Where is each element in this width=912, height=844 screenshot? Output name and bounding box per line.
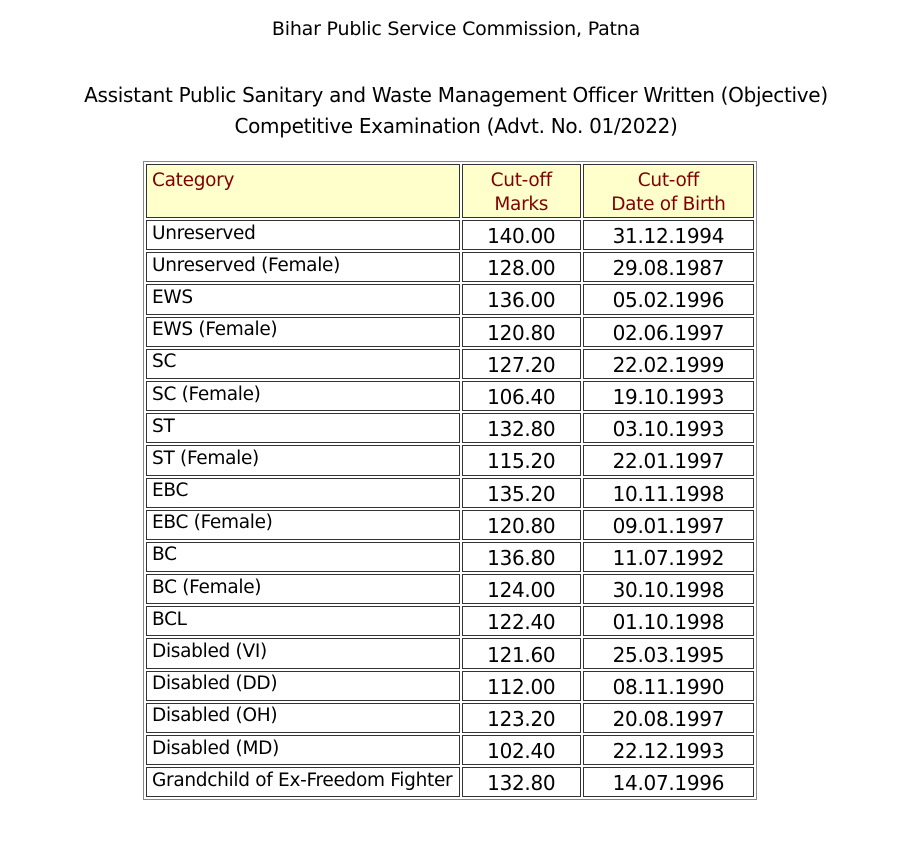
- category-text: Disabled (MD): [152, 737, 279, 759]
- marks-text: 123.20: [487, 706, 556, 731]
- table-row: [146, 703, 754, 733]
- dob-text: 22.12.1993: [612, 739, 725, 764]
- category-text: BC (Female): [152, 576, 262, 598]
- dob-text: 05.02.1996: [612, 288, 725, 313]
- cell-marks: [462, 703, 581, 733]
- dob-text: 01.10.1998: [612, 610, 725, 635]
- dob-text: 22.02.1999: [612, 352, 725, 377]
- cell-marks: [462, 478, 581, 508]
- marks-text: 140.00: [487, 224, 556, 249]
- cell-category: [146, 284, 460, 314]
- table-row: [146, 413, 754, 443]
- marks-text: 115.20: [487, 449, 556, 474]
- category-text: ST: [152, 415, 175, 437]
- cell-dob: [583, 445, 754, 475]
- cell-dob: [583, 510, 754, 540]
- cell-marks: [462, 574, 581, 604]
- cell-marks: [462, 413, 581, 443]
- category-text: Unreserved: [152, 222, 256, 244]
- marks-text: 120.80: [487, 513, 556, 538]
- category-text: Disabled (DD): [152, 673, 278, 695]
- dob-text: 02.06.1997: [612, 320, 725, 345]
- marks-text: 122.40: [487, 610, 556, 635]
- exam-title-line-2: Competitive Examination (Advt. No. 01/2022): [234, 114, 678, 138]
- cell-marks: [462, 220, 581, 250]
- marks-text: 127.20: [487, 352, 556, 377]
- cell-marks: [462, 606, 581, 636]
- cell-dob: [583, 284, 754, 314]
- cell-dob: [583, 606, 754, 636]
- category-text: ST (Female): [152, 447, 259, 469]
- column-header-marks-line-2: Marks: [494, 194, 549, 215]
- category-text: EWS (Female): [152, 319, 278, 341]
- table-row: [146, 478, 754, 508]
- cell-category: [146, 574, 460, 604]
- marks-text: 120.80: [487, 320, 556, 345]
- exam-title-line-1: Assistant Public Sanitary and Waste Management Officer Written (Objective): [84, 83, 828, 107]
- category-text: BC: [152, 544, 177, 566]
- cell-marks: [462, 735, 581, 765]
- category-text: BCL: [152, 608, 187, 630]
- table-row: [146, 317, 754, 347]
- table-row: [146, 574, 754, 604]
- header-row: [146, 164, 754, 218]
- cell-dob: [583, 574, 754, 604]
- column-header-category: Category: [146, 164, 460, 218]
- cell-category: [146, 317, 460, 347]
- category-text: Disabled (VI): [152, 641, 267, 663]
- dob-text: 25.03.1995: [612, 642, 725, 667]
- dob-text: 03.10.1993: [612, 417, 725, 442]
- category-text: Disabled (OH): [152, 705, 278, 727]
- dob-text: 11.07.1992: [612, 545, 725, 570]
- cell-marks: [462, 317, 581, 347]
- cell-category: [146, 606, 460, 636]
- cell-marks: [462, 252, 581, 282]
- table-header: [146, 164, 754, 218]
- marks-text: 106.40: [487, 385, 556, 410]
- marks-text: 121.60: [487, 642, 556, 667]
- cell-dob: [583, 671, 754, 701]
- marks-text: 102.40: [487, 739, 556, 764]
- marks-text: 132.80: [487, 417, 556, 442]
- cell-category: [146, 542, 460, 572]
- marks-text: 136.00: [487, 288, 556, 313]
- dob-text: 29.08.1987: [612, 256, 725, 281]
- cell-dob: [583, 542, 754, 572]
- table-row: [146, 349, 754, 379]
- cell-dob: [583, 638, 754, 668]
- category-text: SC (Female): [152, 383, 261, 405]
- marks-text: 124.00: [487, 578, 556, 603]
- marks-text: 135.20: [487, 481, 556, 506]
- category-text: EBC (Female): [152, 512, 273, 534]
- cell-marks: [462, 542, 581, 572]
- cutoff-table: [143, 161, 757, 800]
- dob-text: 14.07.1996: [612, 771, 725, 796]
- organization-title: Bihar Public Service Commission, Patna: [271, 18, 641, 40]
- table-row: [146, 445, 754, 475]
- cell-category: [146, 349, 460, 379]
- cell-marks: [462, 381, 581, 411]
- cell-dob: [583, 413, 754, 443]
- dob-text: 31.12.1994: [612, 224, 725, 249]
- table-row: [146, 542, 754, 572]
- cell-category: [146, 220, 460, 250]
- cell-marks: [462, 349, 581, 379]
- category-text: EWS: [152, 286, 193, 308]
- cell-marks: [462, 510, 581, 540]
- category-text: SC: [152, 351, 177, 373]
- table-body: [146, 220, 754, 797]
- column-header-dob: [583, 164, 754, 218]
- dob-text: 20.08.1997: [612, 706, 725, 731]
- column-header-dob-line-1: Cut-off: [637, 170, 699, 191]
- cell-dob: [583, 767, 754, 797]
- cell-category: [146, 381, 460, 411]
- cell-category: [146, 767, 460, 797]
- marks-text: 136.80: [487, 545, 556, 570]
- cell-category: [146, 703, 460, 733]
- table-row: [146, 638, 754, 668]
- category-text: EBC: [152, 480, 189, 502]
- table-row: [146, 767, 754, 797]
- cell-marks: [462, 671, 581, 701]
- cell-category: [146, 413, 460, 443]
- cell-category: [146, 445, 460, 475]
- cell-dob: [583, 381, 754, 411]
- cell-marks: [462, 284, 581, 314]
- cell-marks: [462, 445, 581, 475]
- table-row: [146, 671, 754, 701]
- table-row: [146, 381, 754, 411]
- cell-category: [146, 638, 460, 668]
- marks-text: 132.80: [487, 771, 556, 796]
- dob-text: 30.10.1998: [612, 578, 725, 603]
- table-row: [146, 220, 754, 250]
- dob-text: 19.10.1993: [612, 385, 725, 410]
- marks-text: 112.00: [487, 674, 556, 699]
- column-header-dob-line-2: Date of Birth: [611, 194, 726, 215]
- column-header-marks-line-1: Cut-off: [490, 170, 552, 191]
- cell-dob: [583, 349, 754, 379]
- table-row: [146, 252, 754, 282]
- cell-dob: [583, 735, 754, 765]
- cell-category: [146, 510, 460, 540]
- exam-title: [0, 80, 912, 142]
- table-row: [146, 284, 754, 314]
- cell-category: [146, 478, 460, 508]
- marks-text: 128.00: [487, 256, 556, 281]
- column-header-marks: [462, 164, 581, 218]
- dob-text: 22.01.1997: [612, 449, 725, 474]
- cell-dob: [583, 703, 754, 733]
- dob-text: 10.11.1998: [612, 481, 725, 506]
- table-row: [146, 735, 754, 765]
- category-text: Grandchild of Ex-Freedom Fighter: [152, 769, 453, 791]
- cell-category: [146, 671, 460, 701]
- cell-category: [146, 735, 460, 765]
- dob-text: 09.01.1997: [612, 513, 725, 538]
- table-row: [146, 606, 754, 636]
- cell-marks: [462, 767, 581, 797]
- cell-marks: [462, 638, 581, 668]
- cell-dob: [583, 252, 754, 282]
- cell-dob: [583, 478, 754, 508]
- cell-category: [146, 252, 460, 282]
- table-row: [146, 510, 754, 540]
- dob-text: 08.11.1990: [612, 674, 725, 699]
- cell-dob: [583, 220, 754, 250]
- category-text: Unreserved (Female): [152, 254, 341, 276]
- cell-dob: [583, 317, 754, 347]
